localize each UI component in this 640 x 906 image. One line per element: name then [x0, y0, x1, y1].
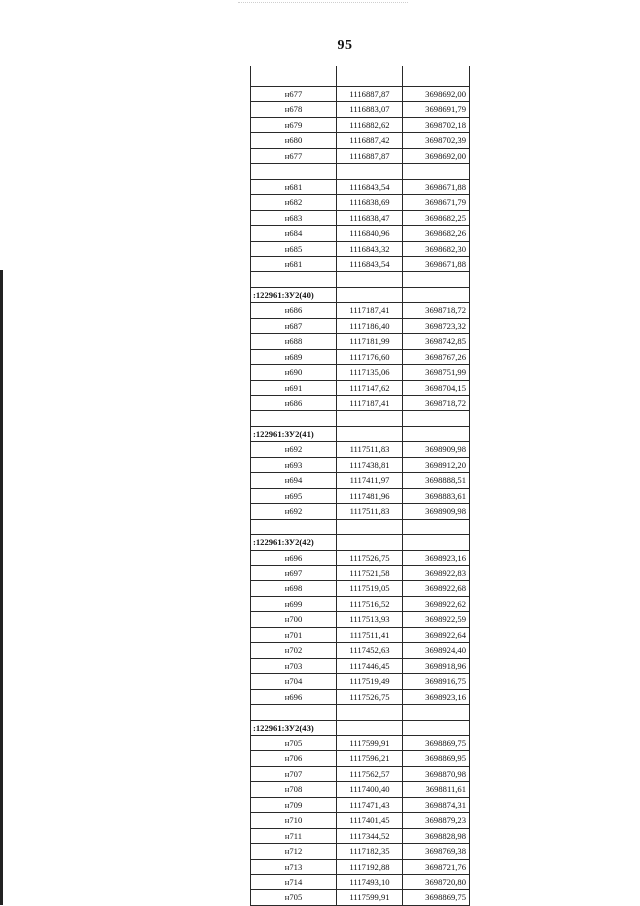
table-empty-cell [403, 411, 470, 426]
y-coordinate-cell: 3698702,39 [403, 133, 470, 148]
table-spacer-row [251, 705, 470, 720]
coordinates-table-body [251, 66, 470, 905]
point-id-cell: н683 [251, 210, 337, 225]
table-empty-cell [251, 519, 337, 534]
point-id-cell: н709 [251, 797, 337, 812]
point-id-cell: н680 [251, 133, 337, 148]
point-id-cell: н704 [251, 674, 337, 689]
table-row [251, 488, 470, 503]
y-coordinate-cell: 3698671,79 [403, 195, 470, 210]
table-row [251, 766, 470, 781]
table-empty-cell [337, 705, 403, 720]
y-coordinate-cell: 3698691,79 [403, 102, 470, 117]
point-id-cell: н696 [251, 550, 337, 565]
x-coordinate-cell: 1116887,42 [337, 133, 403, 148]
y-coordinate-cell: 3698916,75 [403, 674, 470, 689]
x-coordinate-cell: 1117186,40 [337, 318, 403, 333]
y-coordinate-cell: 3698767,26 [403, 349, 470, 364]
table-row [251, 581, 470, 596]
x-coordinate-cell: 1117513,93 [337, 612, 403, 627]
table-empty-cell [403, 272, 470, 287]
table-header-cell [337, 66, 403, 87]
table-row [251, 828, 470, 843]
table-empty-cell [403, 519, 470, 534]
x-coordinate-cell: 1117471,43 [337, 797, 403, 812]
x-coordinate-cell: 1116883,07 [337, 102, 403, 117]
table-row [251, 627, 470, 642]
point-id-cell: н677 [251, 87, 337, 102]
y-coordinate-cell: 3698828,98 [403, 828, 470, 843]
table-row [251, 179, 470, 194]
point-id-cell: н684 [251, 226, 337, 241]
table-empty-cell [403, 164, 470, 179]
point-id-cell: н695 [251, 488, 337, 503]
table-section-row [251, 287, 470, 302]
x-coordinate-cell: 1117192,88 [337, 859, 403, 874]
table-row [251, 349, 470, 364]
point-id-cell: н706 [251, 751, 337, 766]
point-id-cell: н691 [251, 380, 337, 395]
x-coordinate-cell: 1117519,49 [337, 674, 403, 689]
point-id-cell: н690 [251, 365, 337, 380]
y-coordinate-cell: 3698718,72 [403, 303, 470, 318]
x-coordinate-cell: 1116838,47 [337, 210, 403, 225]
table-header-cell [251, 66, 337, 87]
y-coordinate-cell: 3698751,99 [403, 365, 470, 380]
scan-noise [238, 2, 408, 17]
y-coordinate-cell: 3698720,80 [403, 875, 470, 890]
table-empty-cell [337, 426, 403, 441]
y-coordinate-cell: 3698918,96 [403, 658, 470, 673]
y-coordinate-cell: 3698869,75 [403, 890, 470, 905]
x-coordinate-cell: 1117599,91 [337, 735, 403, 750]
table-row [251, 612, 470, 627]
y-coordinate-cell: 3698769,38 [403, 844, 470, 859]
table-empty-cell [251, 705, 337, 720]
x-coordinate-cell: 1116843,54 [337, 179, 403, 194]
x-coordinate-cell: 1117562,57 [337, 766, 403, 781]
x-coordinate-cell: 1116887,87 [337, 87, 403, 102]
x-coordinate-cell: 1117481,96 [337, 488, 403, 503]
x-coordinate-cell: 1116882,62 [337, 117, 403, 132]
x-coordinate-cell: 1117182,35 [337, 844, 403, 859]
y-coordinate-cell: 3698922,83 [403, 565, 470, 580]
table-empty-cell [251, 411, 337, 426]
y-coordinate-cell: 3698723,32 [403, 318, 470, 333]
table-row [251, 457, 470, 472]
table-row [251, 859, 470, 874]
table-row [251, 396, 470, 411]
table-row [251, 658, 470, 673]
x-coordinate-cell: 1117452,63 [337, 643, 403, 658]
y-coordinate-cell: 3698922,62 [403, 596, 470, 611]
point-id-cell: н681 [251, 179, 337, 194]
table-spacer-row [251, 411, 470, 426]
table-row [251, 380, 470, 395]
table-row [251, 890, 470, 905]
x-coordinate-cell: 1117511,83 [337, 504, 403, 519]
x-coordinate-cell: 1117187,41 [337, 396, 403, 411]
table-empty-cell [337, 519, 403, 534]
table-empty-cell [337, 720, 403, 735]
y-coordinate-cell: 3698692,00 [403, 87, 470, 102]
x-coordinate-cell: 1117147,62 [337, 380, 403, 395]
x-coordinate-cell: 1117438,81 [337, 457, 403, 472]
table-section-row [251, 426, 470, 441]
point-id-cell: н685 [251, 241, 337, 256]
y-coordinate-cell: 3698682,26 [403, 226, 470, 241]
table-empty-cell [403, 287, 470, 302]
x-coordinate-cell: 1117526,75 [337, 689, 403, 704]
point-id-cell: н707 [251, 766, 337, 781]
x-coordinate-cell: 1117521,58 [337, 565, 403, 580]
table-row [251, 751, 470, 766]
table-row [251, 674, 470, 689]
point-id-cell: н698 [251, 581, 337, 596]
parcel-label: :122961:ЗУ2(43) [251, 720, 337, 735]
x-coordinate-cell: 1117493,10 [337, 875, 403, 890]
table-row [251, 596, 470, 611]
y-coordinate-cell: 3698702,18 [403, 117, 470, 132]
x-coordinate-cell: 1117411,97 [337, 473, 403, 488]
parcel-label: :122961:ЗУ2(40) [251, 287, 337, 302]
y-coordinate-cell: 3698922,59 [403, 612, 470, 627]
parcel-label: :122961:ЗУ2(42) [251, 535, 337, 550]
point-id-cell: н688 [251, 334, 337, 349]
table-empty-cell [403, 535, 470, 550]
x-coordinate-cell: 1117446,45 [337, 658, 403, 673]
point-id-cell: н692 [251, 504, 337, 519]
y-coordinate-cell: 3698692,00 [403, 148, 470, 163]
y-coordinate-cell: 3698888,51 [403, 473, 470, 488]
table-row [251, 226, 470, 241]
coordinates-table [250, 66, 470, 906]
x-coordinate-cell: 1117176,60 [337, 349, 403, 364]
point-id-cell: н705 [251, 890, 337, 905]
table-spacer-row [251, 519, 470, 534]
table-empty-cell [251, 164, 337, 179]
table-row [251, 473, 470, 488]
table-row [251, 442, 470, 457]
y-coordinate-cell: 3698909,98 [403, 442, 470, 457]
point-id-cell: н687 [251, 318, 337, 333]
point-id-cell: н708 [251, 782, 337, 797]
x-coordinate-cell: 1116840,96 [337, 226, 403, 241]
x-coordinate-cell: 1117511,83 [337, 442, 403, 457]
table-section-row [251, 535, 470, 550]
table-empty-cell [337, 272, 403, 287]
point-id-cell: н703 [251, 658, 337, 673]
y-coordinate-cell: 3698924,40 [403, 643, 470, 658]
y-coordinate-cell: 3698682,25 [403, 210, 470, 225]
point-id-cell: н713 [251, 859, 337, 874]
y-coordinate-cell: 3698879,23 [403, 813, 470, 828]
point-id-cell: н697 [251, 565, 337, 580]
table-row [251, 241, 470, 256]
table-empty-cell [403, 720, 470, 735]
point-id-cell: н712 [251, 844, 337, 859]
x-coordinate-cell: 1117401,45 [337, 813, 403, 828]
x-coordinate-cell: 1117135,06 [337, 365, 403, 380]
point-id-cell: н700 [251, 612, 337, 627]
table-row [251, 256, 470, 271]
table-row [251, 689, 470, 704]
table-row [251, 102, 470, 117]
point-id-cell: н705 [251, 735, 337, 750]
y-coordinate-cell: 3698718,72 [403, 396, 470, 411]
point-id-cell: н678 [251, 102, 337, 117]
y-coordinate-cell: 3698923,16 [403, 550, 470, 565]
table-spacer-row [251, 164, 470, 179]
y-coordinate-cell: 3698869,95 [403, 751, 470, 766]
y-coordinate-cell: 3698912,20 [403, 457, 470, 472]
x-coordinate-cell: 1117596,21 [337, 751, 403, 766]
x-coordinate-cell: 1117511,41 [337, 627, 403, 642]
point-id-cell: н689 [251, 349, 337, 364]
x-coordinate-cell: 1117187,41 [337, 303, 403, 318]
table-row [251, 133, 470, 148]
table-row [251, 87, 470, 102]
table-row [251, 117, 470, 132]
point-id-cell: н699 [251, 596, 337, 611]
table-row [251, 735, 470, 750]
table-row [251, 210, 470, 225]
x-coordinate-cell: 1116843,54 [337, 256, 403, 271]
table-row [251, 318, 470, 333]
point-id-cell: н694 [251, 473, 337, 488]
table-header-row [251, 66, 470, 87]
table-row [251, 844, 470, 859]
table-row [251, 550, 470, 565]
table-section-row [251, 720, 470, 735]
point-id-cell: н696 [251, 689, 337, 704]
point-id-cell: н682 [251, 195, 337, 210]
page-number: 95 [337, 38, 353, 53]
y-coordinate-cell: 3698811,61 [403, 782, 470, 797]
table-row [251, 365, 470, 380]
table-empty-cell [337, 535, 403, 550]
y-coordinate-cell: 3698742,85 [403, 334, 470, 349]
table-header-cell [403, 66, 470, 87]
y-coordinate-cell: 3698721,76 [403, 859, 470, 874]
point-id-cell: н710 [251, 813, 337, 828]
x-coordinate-cell: 1117519,05 [337, 581, 403, 596]
table-empty-cell [403, 426, 470, 441]
page-edge-shadow [0, 270, 3, 905]
y-coordinate-cell: 3698909,98 [403, 504, 470, 519]
table-empty-cell [403, 705, 470, 720]
y-coordinate-cell: 3698671,88 [403, 179, 470, 194]
point-id-cell: н677 [251, 148, 337, 163]
table-spacer-row [251, 272, 470, 287]
table-row [251, 565, 470, 580]
point-id-cell: н692 [251, 442, 337, 457]
parcel-label: :122961:ЗУ2(41) [251, 426, 337, 441]
point-id-cell: н714 [251, 875, 337, 890]
table-empty-cell [251, 272, 337, 287]
x-coordinate-cell: 1116887,87 [337, 148, 403, 163]
table-row [251, 797, 470, 812]
point-id-cell: н681 [251, 256, 337, 271]
table-row [251, 875, 470, 890]
y-coordinate-cell: 3698874,31 [403, 797, 470, 812]
x-coordinate-cell: 1117181,99 [337, 334, 403, 349]
table-row [251, 195, 470, 210]
x-coordinate-cell: 1117344,52 [337, 828, 403, 843]
table-row [251, 782, 470, 797]
x-coordinate-cell: 1116838,69 [337, 195, 403, 210]
y-coordinate-cell: 3698869,75 [403, 735, 470, 750]
y-coordinate-cell: 3698923,16 [403, 689, 470, 704]
table-row [251, 334, 470, 349]
point-id-cell: н679 [251, 117, 337, 132]
table-row [251, 148, 470, 163]
table-row [251, 303, 470, 318]
x-coordinate-cell: 1117599,91 [337, 890, 403, 905]
y-coordinate-cell: 3698870,98 [403, 766, 470, 781]
point-id-cell: н711 [251, 828, 337, 843]
point-id-cell: н693 [251, 457, 337, 472]
point-id-cell: н686 [251, 396, 337, 411]
point-id-cell: н686 [251, 303, 337, 318]
y-coordinate-cell: 3698922,64 [403, 627, 470, 642]
table-row [251, 504, 470, 519]
x-coordinate-cell: 1117526,75 [337, 550, 403, 565]
table-empty-cell [337, 411, 403, 426]
table-row [251, 643, 470, 658]
point-id-cell: н701 [251, 627, 337, 642]
point-id-cell: н702 [251, 643, 337, 658]
y-coordinate-cell: 3698682,30 [403, 241, 470, 256]
y-coordinate-cell: 3698704,15 [403, 380, 470, 395]
x-coordinate-cell: 1116843,32 [337, 241, 403, 256]
y-coordinate-cell: 3698883,61 [403, 488, 470, 503]
table-empty-cell [337, 164, 403, 179]
table-row [251, 813, 470, 828]
y-coordinate-cell: 3698671,88 [403, 256, 470, 271]
x-coordinate-cell: 1117400,40 [337, 782, 403, 797]
table-empty-cell [337, 287, 403, 302]
x-coordinate-cell: 1117516,52 [337, 596, 403, 611]
y-coordinate-cell: 3698922,68 [403, 581, 470, 596]
